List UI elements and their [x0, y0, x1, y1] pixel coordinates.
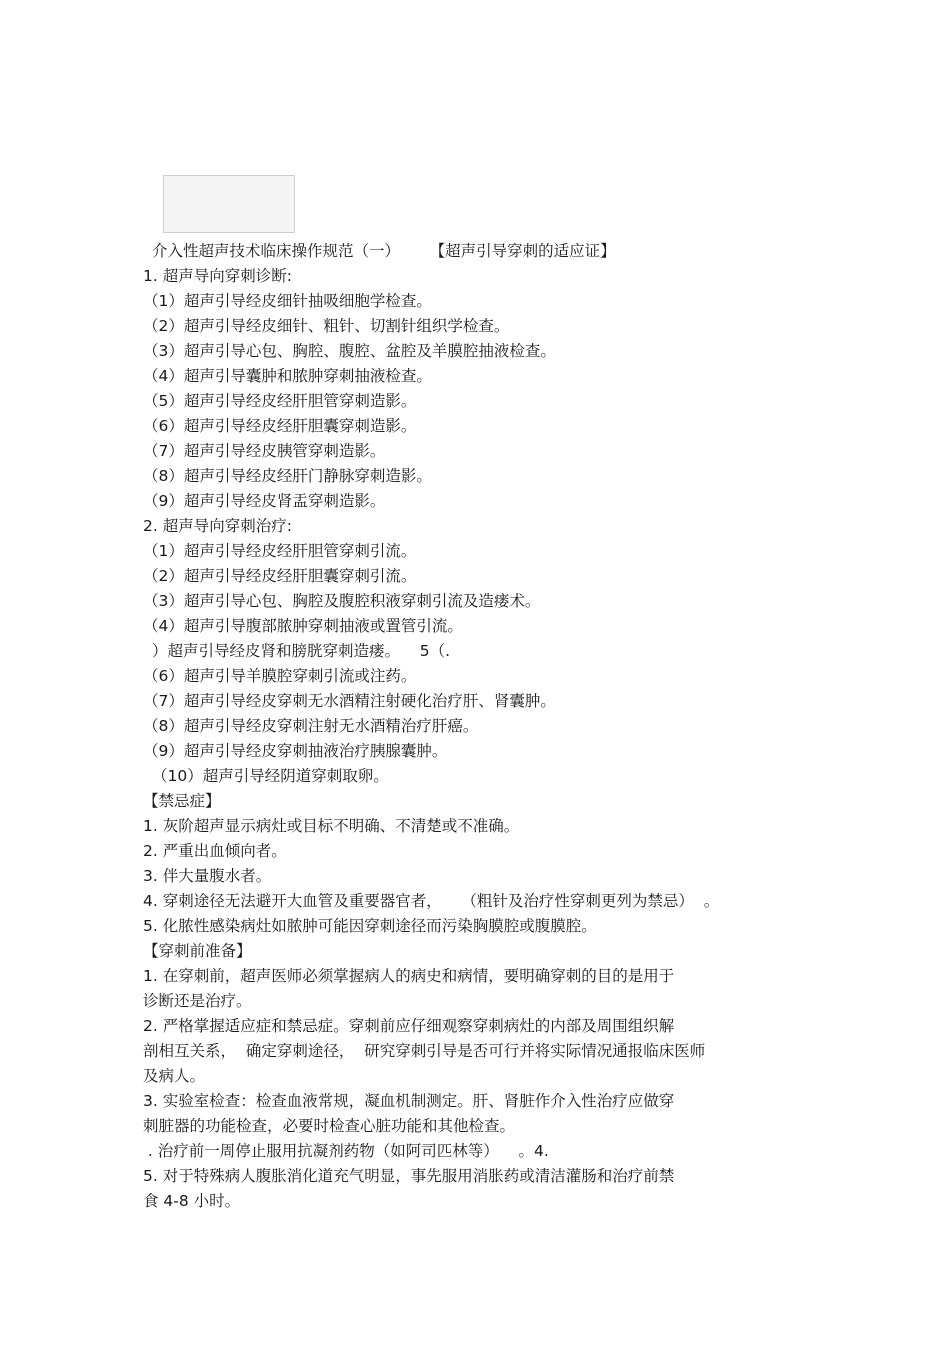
text-line: 刺脏器的功能检查，必要时检查心脏功能和其他检查。: [143, 1117, 516, 1135]
text-line: ）超声引导经皮肾和膀胱穿刺造瘘。 5（.: [152, 642, 450, 660]
text-line: （5）超声引导经皮经肝胆管穿刺造影。: [143, 392, 417, 410]
text-line: （9）超声引导经皮穿刺抽液治疗胰腺囊肿。: [143, 742, 448, 760]
text-line: 5. 对于特殊病人腹胀消化道充气明显，事先服用消胀药或清洁灌肠和治疗前禁: [143, 1167, 675, 1185]
text-line: （4）超声引导囊肿和脓肿穿刺抽液检查。: [143, 367, 432, 385]
text-line: （7）超声引导经皮穿刺无水酒精注射硬化治疗肝、肾囊肿。: [143, 692, 556, 710]
text-line: 1. 灰阶超声显示病灶或目标不明确、不清楚或不准确。: [143, 817, 520, 835]
text-line: （4）超声引导腹部脓肿穿刺抽液或置管引流。: [143, 617, 463, 635]
text-line: （2）超声引导经皮细针、粗针、切割针组织学检查。: [143, 317, 510, 335]
text-line: 【禁忌症】: [143, 792, 221, 810]
text-line: （3）超声引导心包、胸腔、腹腔、盆腔及羊膜腔抽液检查。: [143, 342, 556, 360]
document-body: [0, 239, 950, 1214]
text-line: （6）超声引导羊膜腔穿刺引流或注药。: [143, 667, 417, 685]
text-line: 剖相互关系， 确定穿刺途径， 研究穿刺引导是否可行并将实际情况通报临床医师: [143, 1042, 706, 1060]
text-line: （2）超声引导经皮经肝胆囊穿刺引流。: [143, 567, 417, 585]
text-line: 介入性超声技术临床操作规范（一） 【超声引导穿刺的适应证】: [152, 242, 616, 260]
text-line: 4. 穿刺途径无法避开大血管及重要器官者， （粗针及治疗性穿刺更列为禁忌） 。: [143, 892, 720, 910]
text-line: 3. 伴大量腹水者。: [143, 867, 272, 885]
text-line: （6）超声引导经皮经肝胆囊穿刺造影。: [143, 417, 417, 435]
text-line: （7）超声引导经皮胰管穿刺造影。: [143, 442, 386, 460]
text-line: （3）超声引导心包、胸腔及腹腔积液穿刺引流及造瘘术。: [143, 592, 541, 610]
text-line: 3. 实验室检查：检查血液常规，凝血机制测定。肝、肾脏作介入性治疗应做穿: [143, 1092, 675, 1110]
text-line: （10）超声引导经阴道穿刺取卵。: [152, 767, 389, 785]
text-line: 及病人。: [143, 1067, 206, 1085]
text-line: 诊断还是治疗。: [143, 992, 252, 1010]
text-line: 【穿刺前准备】: [143, 942, 252, 960]
text-line: . 治疗前一周停止服用抗凝剂药物（如阿司匹林等） 。4.: [143, 1142, 549, 1160]
text-line: （8）超声引导经皮穿刺注射无水酒精治疗肝癌。: [143, 717, 479, 735]
embedded-image-placeholder: [163, 175, 295, 233]
text-line: 5. 化脓性感染病灶如脓肿可能因穿刺途径而污染胸膜腔或腹膜腔。: [143, 917, 597, 935]
text-line: 2. 超声导向穿刺治疗:: [143, 517, 292, 535]
text-line: 1. 在穿刺前，超声医师必须掌握病人的病史和病情，要明确穿刺的目的是用于: [143, 967, 675, 985]
text-line: 2. 严格掌握适应症和禁忌症。穿刺前应仔细观察穿刺病灶的内部及周围组织解: [143, 1017, 675, 1035]
text-line: （1）超声引导经皮细针抽吸细胞学检查。: [143, 292, 432, 310]
text-line: 1. 超声导向穿刺诊断:: [143, 267, 292, 285]
text-line: （9）超声引导经皮肾盂穿刺造影。: [143, 492, 386, 510]
text-line: 2. 严重出血倾向者。: [143, 842, 287, 860]
text-line: 食 4-8 小时。: [143, 1192, 241, 1210]
text-line: （8）超声引导经皮经肝门静脉穿刺造影。: [143, 467, 432, 485]
text-line: （1）超声引导经皮经肝胆管穿刺引流。: [143, 542, 417, 560]
